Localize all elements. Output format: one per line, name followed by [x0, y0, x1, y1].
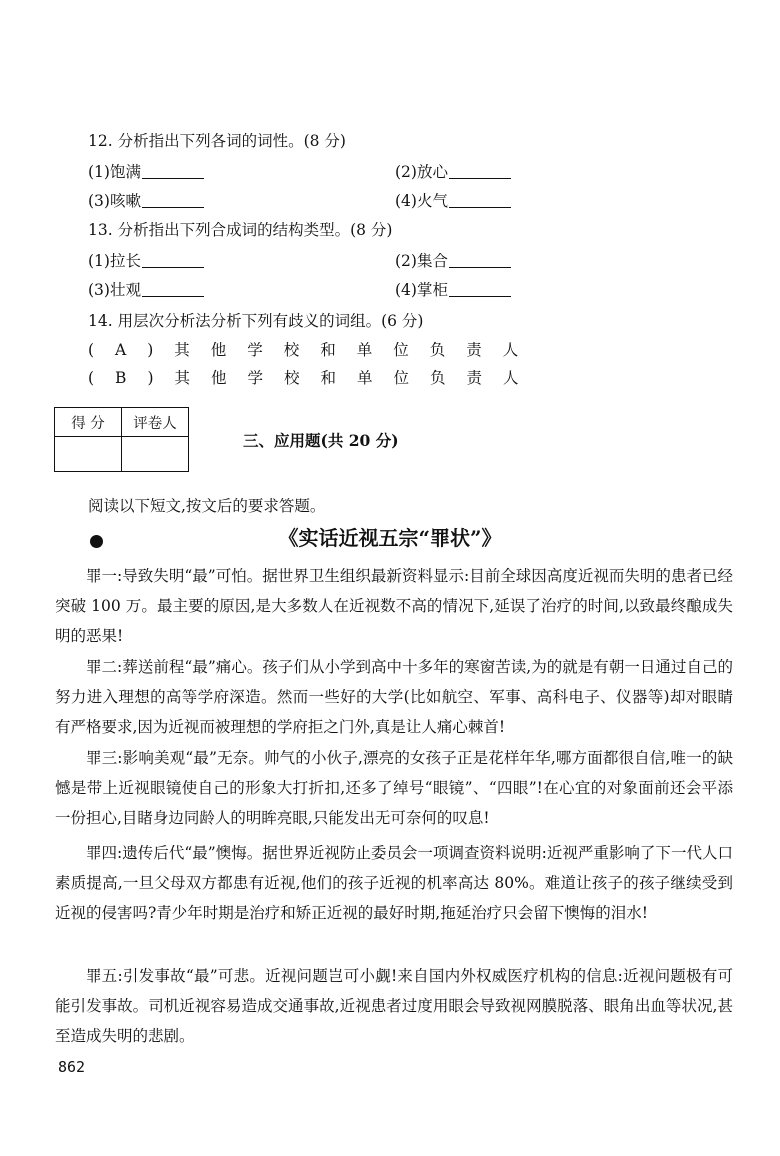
q12-item-4 [395, 191, 511, 211]
article-paragraph-3: 罪三:影响美观“最”无奈。帅气的小伙子,漂亮的女孩子正是花样年华,哪方面都很自信,唯一的缺憾是带上近视眼镜使自己的形象大打折扣,还多了绰号“眼镜”、“四眼”!在心宜的对象面前还会平添一份担心,目睹身边同龄人的明眸亮眼,只能发出无可奈何的叹息! [55, 749, 733, 827]
score-header: 得 分 [55, 408, 122, 437]
q12-item-2 [395, 162, 511, 182]
q13-item-2-label: (2)集合 [395, 252, 448, 270]
article-paragraph-2: 罪二:葬送前程“最”痛心。孩子们从小学到高中十多年的寒窗苦读,为的就是有朝一日通过自己的努力进入理想的高等学府深造。然而一些好的大学(比如航空、军事、高科电子、仪器等)却对眼睛有严格要求,因为近视而被理想的学府拒之门外,真是让人痛心棘首! [55, 658, 733, 736]
q13-item-3-label: (3)壮观 [88, 281, 141, 299]
q14-title: 14. 用层次分析法分析下列有歧义的词组。(6 分) [88, 312, 424, 330]
article-paragraph-4: 罪四:遗传后代“最”懊悔。据世界近视防止委员会一项调查资料说明:近视严重影响了下一代人口素质提高,一旦父母双方都患有近视,他们的孩子近视的机率高达 80%。难道让孩子的孩子继续受到近视的侵害吗?青少年时期是治疗和矫正近视的最好时期,拖延治疗只会留下懊悔的泪水! [55, 844, 733, 922]
article-paragraph-5: 罪五:引发事故“最”可悲。近视问题岂可小觑!来自国内外权威医疗机构的信息:近视问题极有可能引发事故。司机近视容易造成交通事故,近视患者过度用眼会导致视网膜脱落、眼角出血等状况,甚至造成失明的悲剧。 [55, 967, 733, 1045]
q13-item-1-label: (1)拉长 [88, 252, 141, 270]
q13-item-3 [88, 280, 204, 300]
score-cell[interactable] [55, 437, 122, 472]
score-table [54, 407, 189, 472]
article-title: 《实话近视五宗“罪状”》 [278, 526, 502, 550]
q13-item-4-label: (4)掌柜 [395, 281, 448, 299]
answer-blank[interactable] [142, 282, 204, 297]
section-heading: 三、应用题(共 20 分) [243, 431, 399, 450]
q12-item-1-label: (1)饱满 [88, 163, 141, 181]
answer-blank[interactable] [142, 193, 204, 208]
answer-blank[interactable] [142, 253, 204, 268]
answer-blank[interactable] [142, 164, 204, 179]
q13-item-2 [395, 251, 511, 271]
q13-title: 13. 分析指出下列合成词的结构类型。(8 分) [88, 221, 393, 239]
grader-header: 评卷人 [122, 408, 189, 437]
answer-blank[interactable] [449, 193, 511, 208]
q13-item-1 [88, 251, 204, 271]
q12-item-3-label: (3)咳嗽 [88, 192, 141, 210]
q12-item-1 [88, 162, 204, 182]
q12-title: 12. 分析指出下列各词的词性。(8 分) [88, 132, 346, 150]
q14-phrase-a: (A)其他学校和单位负责人 [88, 341, 540, 359]
q14-phrase-b: (B)其他学校和单位负责人 [88, 369, 540, 387]
reading-instruction: 阅读以下短文,按文后的要求答题。 [88, 497, 326, 515]
q13-item-4 [395, 280, 511, 300]
answer-blank[interactable] [449, 164, 511, 179]
q12-item-3 [88, 191, 204, 211]
answer-blank[interactable] [449, 282, 511, 297]
page-number: 862 [58, 1058, 86, 1076]
answer-blank[interactable] [449, 253, 511, 268]
article-paragraph-1: 罪一:导致失明“最”可怕。据世界卫生组织最新资料显示:目前全球因高度近视而失明的患者已经突破 100 万。最主要的原因,是大多数人在近视数不高的情况下,延误了治疗的时间,以致最终酿成失明的恶果! [55, 567, 733, 645]
q12-item-2-label: (2)放心 [395, 163, 448, 181]
grader-cell[interactable] [122, 437, 189, 472]
q12-item-4-label: (4)火气 [395, 192, 448, 210]
